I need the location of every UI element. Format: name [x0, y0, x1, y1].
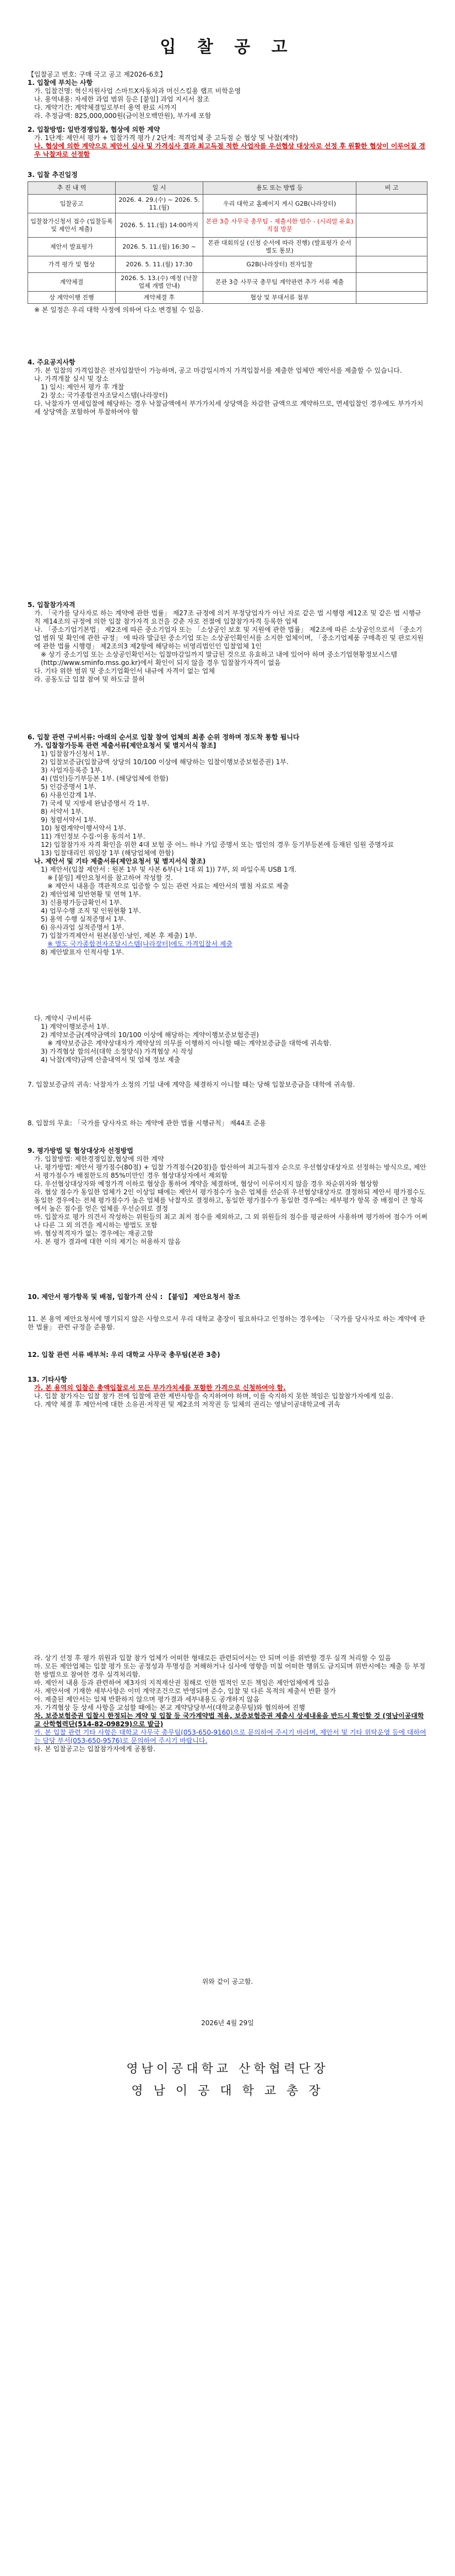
section-6-item: 4) 낙찰(계약)금액 산출내역서 및 업체 정보 제출	[41, 1056, 181, 1064]
section-7	[28, 1081, 427, 1089]
section-6-item: 3) 사업자등록증 1부.	[41, 766, 103, 774]
section-10	[28, 1293, 427, 1301]
section-1-item: 가. 입찰건명: 혁신지원사업 스마트X자동차과 머신스킬용 랩프 비학운영	[34, 87, 241, 95]
table-header-row	[28, 182, 427, 195]
table-cell: 본관 3층 사무국 총무팀 계약관련 추가 서류 제출	[203, 273, 356, 292]
section-13-item: 사. 제안서에 기재한 세부사항은 이미 계약조건으로 반영되며 준수, 입찰 및 다른 목적의 제출서 반환 불가	[34, 1687, 336, 1695]
section-9-item: 마. 입찰자로 평가 의견서 작성하는 위원들의 최고 최저 점수를 제외하고, 그 외 위원들의 점수를 평균하여 사용하며 평가하여 점수가 어쩌나 다른 그 외 의견을 제시하는 방법도 포함	[34, 1213, 427, 1229]
section-13-item: 바. 제안서 내용 등과 관련하여 제3자의 지적재산권 침해로 인한 법적인 모든 책임은 제안업체에게 있음	[34, 1679, 330, 1687]
section-5	[28, 601, 427, 684]
table-row	[28, 273, 427, 292]
table-cell: G2B(나라장터) 전자입찰	[203, 256, 356, 273]
section-1	[28, 71, 427, 120]
column-header: 일 시	[116, 182, 203, 195]
section-6-item: 11) 개인정보 수집·이용 동의서 1부.	[41, 833, 145, 840]
section-6-item: 5) 인감증명서 1부.	[41, 783, 96, 791]
section-6-subheading: 가. 입찰참가등록 관련 제출서류[제안요청서 및 별지서식 참조]	[34, 742, 216, 749]
section-6-note: ※ [붙임] 제안요청서를 참고하여 작성할 것.	[47, 874, 173, 882]
section-4-item: 나. 가격개찰 실시 및 장소	[34, 375, 109, 383]
table-cell: 계약체결 후	[116, 292, 203, 304]
section-6-item: 7) 입찰가격제안서 원본(봉인·날인, 제본 후 제출) 1부.	[41, 932, 197, 940]
section-2-item: 가. 1단계: 제안서 평가 + 입찰가격 평가 / 2단계: 적격업체 중 고득점 순 협상 및 낙찰(계약)	[34, 134, 298, 142]
section-13-item: 나. 입찰 참가자는 입찰 참가 전에 입찰에 관한 제반사항을 숙지하여야 하며, 이를 숙지하지 못한 책임은 입찰참가자에게 있음.	[34, 1392, 394, 1400]
table-cell	[356, 292, 427, 304]
section-13-item-contact: 카. 본 입찰 관련 기타 사항은 대학교 사무국 총무팀(053-650-9160)으로 문의하여 주시기 바라며, 제안서 및 기타 위탁운영 등에 대하여는 담당 부서(053-650-9576)로 문의하여 주시기 바랍니다.	[34, 1729, 426, 1745]
section-9-item: 나. 평가방법: 제안서 평가점수(80점) + 입찰 가격점수(20점)을 합산하여 최고득점자 순으로 우선협상대상자로 선정하는 방식으로, 제안서 평가점수가 배점한도의 85%미만인 경우 협상대상자에서 제외함	[34, 1163, 426, 1179]
section-6-item: 3) 가격협상 합의서(대학 소정양식) 가격협상 시 작성	[41, 1048, 193, 1055]
table-row	[28, 238, 427, 256]
table-cell: 가격 평가 및 협상	[28, 256, 116, 273]
section-6-contract-docs	[28, 1015, 427, 1064]
section-2-heading: 2. 입찰방법: 일반경쟁입찰, 협상에 의한 계약	[28, 126, 160, 133]
section-5-note: ※ 상기 중소기업 또는 소상공인확인서는 입찰마감일까지 발급된 것으로 유효하고 내에 있어야 하며 중소기업현황정보시스템(http://www.sminfo.mss.go.kr)에서 확인이 되지 않을 경우 입찰참가자격이 없음	[41, 651, 398, 667]
section-6-item: 2) 계약보증금(계약금액의 10/100 이상에 해당하는 계약이행보증보험증권)	[41, 1031, 259, 1039]
section-13-item: 라. 상기 선정 후 평가 위원과 입찰 참가 업체가 어떠한 형태로든 관련되어서는 안 되며 이를 위반할 경우 실격 처리할 수 있음	[34, 1654, 392, 1662]
section-9	[28, 1147, 427, 1246]
table-cell: 본관 3층 사무국 총무팀 - 제출시한 엄수 - (시리얼 유효) 직접 방문	[203, 213, 356, 238]
section-6	[28, 733, 427, 957]
table-row	[28, 195, 427, 213]
table-row	[28, 213, 427, 238]
section-13-item: 마. 모든 제안업체는 입찰 평가 또는 공정성과 투명성을 저해하거나 심사에 영향을 미칠 어떠한 행위도 금지되며 위반시에는 제출 등 부정한 방법으로 참여한 경우 실격처리함.	[34, 1662, 426, 1678]
section-6-subheading: 다. 계약시 구비서류	[34, 1015, 92, 1022]
closing-statement: 위와 같이 공고함.	[202, 1978, 253, 1985]
table-cell: 2026. 5. 11.(월) 17:30	[116, 256, 203, 273]
section-10-text: 10. 제안서 평가항목 및 배점, 입찰가격 산식 : 【붙임】 제안요청서 참조	[28, 1293, 241, 1301]
section-6-item: 4) 업무수행 조직 및 인원현황 1부.	[41, 907, 141, 915]
section-4-heading: 4. 주요공지사항	[28, 358, 75, 366]
section-6-item: 7) 국세 및 지방세 완납증명서 각 1부.	[41, 799, 150, 807]
section-4-item: 1) 일시: 제안서 평가 후 개찰	[41, 383, 124, 391]
notice-number: 【입찰공고 번호: 구매 국고 공고 제2026-6호】	[28, 71, 166, 78]
section-6-note-link: ※ 별도 국가종합전자조달시스템(나라장터)에도 가격입찰서 제출	[47, 940, 233, 948]
table-cell: 2026. 5. 13.(수) 예정 (낙찰업체 개별 안내)	[116, 273, 203, 292]
section-6-heading: 6. 입찰 관련 구비서류: 아래의 순서로 입찰 참여 업체의 최종 순위 정하며 정도착 통합 됩니다	[28, 733, 300, 741]
section-6-item: 1) 입찰참가신청서 1부.	[41, 750, 110, 758]
section-5-item: 가. 「국가를 당사자로 하는 계약에 관한 법률」 제27조 규정에 의거 부정당업자가 아닌 자로 같은 법 시행령 제12조 및 같은 법 시행규칙 제14조의 규정에 의한 입찰 참가자격 요건을 갖춘 자로 전절에 입찰참가자격 등록한 업체	[34, 609, 421, 625]
section-13-continued	[28, 1654, 427, 1753]
section-6-item: 6) 유사과업 실적증명서 1부.	[41, 924, 124, 931]
table-row	[28, 292, 427, 304]
table-cell: 계약체결	[28, 273, 116, 292]
section-5-item: 라. 공동도급 입찰 참여 및 하도급 불허	[34, 675, 145, 683]
section-12-text: 12. 입찰 관련 서류 배부처: 우리 대학교 사무국 총무팀(본관 3층)	[28, 1351, 220, 1359]
section-9-item: 다. 우선협상대상자와 예정가격 이하로 협상을 통하여 계약을 체결하며, 협상이 이루어지지 않을 경우 차순위자와 협상함	[34, 1180, 379, 1188]
section-5-item: 나. 「중소기업기본법」 제2조에 따른 중소기업자 또는 「소상공인 보호 및 지원에 관한 법률」 제2조에 따른 소상공인으로서 「중소기업 범위 및 확인에 관한 규정」 에 따라 발급된 중소기업 또는 소상공인확인서를 소지한 업체이며, 「중소기업제품 구매촉진 및 판로지원에 관한 법률 시행령」 제2조의3 제2항에 해당하는 비영리법인인 입찰업체 1인	[34, 626, 424, 650]
column-header: 추 진 내 역	[28, 182, 116, 195]
section-3-heading: 3. 입찰 추진일정	[28, 171, 78, 179]
section-6-item: 3) 신용평가등급확인서 1부.	[41, 899, 122, 906]
document-title: 입 찰 공 고	[160, 37, 295, 57]
section-6-note: ※ 제안서 내용을 객관적으로 입증할 수 있는 관련 자료는 제안서의 별첨 자료로 제출	[47, 882, 289, 890]
section-9-item: 바. 협상적격자가 없는 경우에는 재공고함	[34, 1230, 154, 1237]
table-cell: 우리 대학교 홈페이지 게시 G2B(나라장터)	[203, 195, 356, 213]
issuer-org: 영남이공대학교 산학협력단장	[126, 2062, 329, 2076]
table-cell	[356, 195, 427, 213]
table-cell: 입찰공고	[28, 195, 116, 213]
section-6-item: 4) (법인)등기부등본 1부. (해당업체에 한함)	[41, 775, 169, 782]
section-2	[28, 126, 427, 159]
section-9-item: 가. 입찰방법: 제한경쟁입찰,협상에 의한 계약	[34, 1155, 164, 1163]
section-8	[28, 1119, 427, 1128]
section-6-item: 1) 제안서(입찰 제안서 : 원본 1부 및 사본 6부(나 1대 외 1)) 7부, 외 파일수록 USB 1개.	[41, 866, 296, 873]
schedule-note: ※ 본 일정은 우리 대학 사정에 의하여 다소 변경될 수 있음.	[34, 306, 204, 314]
section-11	[28, 1315, 427, 1332]
issuer-president: 영 남 이 공 대 학 교 총 장	[131, 2084, 324, 2098]
section-9-item: 라. 협상 점수가 동일한 업체가 2인 이상일 때에는 제안서 평가점수가 높은 업체를 선순위 우선협상대상자로 결정하되 제안서 평가점수도 동일한 경우에는 전체 평가점수가 높은 업체를 낙찰자로 결정하고, 동일한 평가점수가 동일한 경우에는 세부평가 항목 중 배점이 큰 항목에서 높은 점수를 얻은 업체를 우선순위로 결정	[34, 1188, 426, 1212]
section-13-item: 아. 제출된 제안서는 일체 반환하지 않으며 평가결과 세부내용도 공개하지 않음	[34, 1695, 260, 1703]
table-cell	[356, 238, 427, 256]
section-6-subheading: 나. 제안서 및 기타 제출서류(제안요청서 및 별지서식 참조)	[34, 857, 206, 865]
section-6-item: 2) 입찰보증금(입찰금액 상당의 10/100 이상에 해당하는 입찰이행보증보험증권) 1부.	[41, 758, 289, 766]
section-4-item: 2) 장소: 국가종합전자조달시스템(나라장터)	[41, 391, 168, 399]
table-cell	[356, 213, 427, 238]
section-13-item: 타. 본 입찰공고는 입찰참가자에게 공통함.	[34, 1745, 155, 1753]
section-4-item: 가. 본 입찰의 가격입찰은 전자입찰만이 가능하며, 공고 마감일시까지 가격입찰서를 제출한 업체만 제안서를 제출할 수 있습니다.	[34, 367, 402, 374]
section-6-note: ※ 계약보증금은 계약상대자가 계약상의 의무를 이행하지 아니할 때는 계약보증금을 대학에 귀속함.	[47, 1039, 332, 1047]
section-3	[28, 171, 427, 314]
section-1-item: 라. 추정금액: 825,000,000원(금이천오백만원), 부가세 포함	[34, 112, 212, 120]
table-cell: 제안서 발표평가	[28, 238, 116, 256]
announcement-date: 2026년 4월 29일	[201, 2019, 254, 2027]
section-13-heading: 13. 기타사항	[28, 1376, 67, 1383]
section-5-heading: 5. 입찰참가자격	[28, 601, 75, 609]
section-9-item: 사. 본 평가 결과에 대한 이의 제기는 허용하지 않음	[34, 1238, 181, 1246]
section-12	[28, 1351, 427, 1359]
section-11-text: 11. 본 용역 제안요청서에 명기되지 않은 사항으로서 우리 대학교 총장이 필요하다고 인정하는 경우에는 「국가를 당사자로 하는 계약에 관한 법률」 관련 규정을 준용함.	[28, 1315, 425, 1331]
table-cell: 본관 대회의실 (신청 순서에 따라 진행) (발표평가 순서 별도 통보)	[203, 238, 356, 256]
section-7-text: 7. 입찰보증금의 귀속: 낙찰자가 소정의 기일 내에 계약을 체결하지 아니할 때는 당해 입찰보증금을 대학에 귀속함.	[28, 1081, 355, 1088]
table-row	[28, 256, 427, 273]
section-13-item-bold: 차. 보증보험증권 입찰시 한정되는 계약 및 입찰 등 국가계약법 적용, 보증보험증권 제출시 상세내용을 반드시 확인할 것 (영남이공대학교 산학협력단(514-82-09829)으로 발급)	[34, 1712, 424, 1728]
section-13	[28, 1376, 427, 1409]
section-2-item-highlight: 나. 협상에 의한 계약으로 제안서 심사 및 가격심사 결과 최고득점 적한 사업자를 우선협상 대상자로 선정 후 원활한 협상이 이루어질 경우 낙찰자로 선정함	[34, 142, 425, 158]
section-6-item: 5) 용역 수행 실적증명서 1부.	[41, 915, 126, 923]
table-cell: 입찰참가신청서 접수 (입찰등록 및 제안서 제출)	[28, 213, 116, 238]
section-13-item: 자. 가격협상 등 상세 사항을 교섭할 때에는 본교 계약담당부서(대학교총무팀)와 협의하여 진행	[34, 1704, 305, 1711]
section-6-item: 2) 제안업체 일반현황 및 연혁 1부.	[41, 890, 141, 898]
section-9-heading: 9. 평가방법 및 협상대상자 선정방법	[28, 1147, 133, 1155]
section-1-item: 나. 용역내용: 자세한 과업 범위 등은 [붙임] 과업 지시서 참조	[34, 95, 210, 103]
section-6-item: 12) 입찰참가자 자격 확인을 위한 4대 보험 중 어느 하나 가입 증명서 또는 법인의 경우 등기부등본에 등재된 임원 증명자료	[41, 841, 394, 849]
section-6-item: 8) 제안발표자 인적사항 1부.	[41, 948, 124, 956]
table-cell	[356, 273, 427, 292]
column-header: 용도 또는 방법 등	[203, 182, 356, 195]
table-cell	[356, 256, 427, 273]
table-cell: 상 계약이행 진행	[28, 292, 116, 304]
table-cell: 협상 및 부대서류 첨부	[203, 292, 356, 304]
section-6-item: 10) 청렴계약이행서약서 1부.	[41, 824, 126, 832]
section-5-item: 다. 기타 위한 범위 및 중소기업확인서 내규에 자격이 없는 업체	[34, 667, 215, 675]
section-8-text: 8. 입찰의 무효: 「국가를 당사자로 하는 계약에 관한 법률 시행규칙」 제44조 준용	[28, 1119, 266, 1127]
section-6-item: 1) 계약이행보증서 1부.	[41, 1023, 110, 1031]
table-cell: 2026. 5. 11.(월) 16:30 ~	[116, 238, 203, 256]
schedule-table	[28, 181, 427, 304]
section-13-item-highlight: 가. 본 용역의 입찰은 총액입찰로서 모든 부가가치세를 포함한 가격으로 신청하여야 함.	[34, 1384, 286, 1392]
table-cell: 2026. 5. 11.(월) 14:00까지	[116, 213, 203, 238]
section-4-item: 다. 낙찰자가 연세입찰에 해당하는 경우 낙찰금액에서 부가가치세 상당액을 차감한 금액으로 계약하므로, 면세입찰인 경우에도 부가가치세 상당액을 포함하여 투찰하여야 함	[34, 400, 424, 416]
section-6-item: 9) 청렴서약서 1부.	[41, 816, 96, 824]
table-cell: 2026. 4. 29.(수) ~ 2026. 5. 11.(월)	[116, 195, 203, 213]
section-6-item: 13) 입찰대리인 위임장 1부 (해당업체에 한함)	[41, 849, 174, 857]
section-6-item: 8) 서약서 1부.	[41, 808, 84, 815]
section-1-item: 다. 계약기간: 계약체결일로부터 용역 완료 시까지	[34, 104, 177, 111]
column-header: 비 고	[356, 182, 427, 195]
section-4	[28, 358, 427, 416]
section-13-item: 다. 계약 체결 후 제안서에 대한 소유권·저작권 및 제2조의 저작권 등 일체의 권리는 영남이공대학교에 귀속	[34, 1400, 340, 1408]
section-6-item: 6) 사용인감계 1부.	[41, 791, 96, 799]
section-1-heading: 1. 입찰에 부치는 사항	[28, 79, 93, 87]
